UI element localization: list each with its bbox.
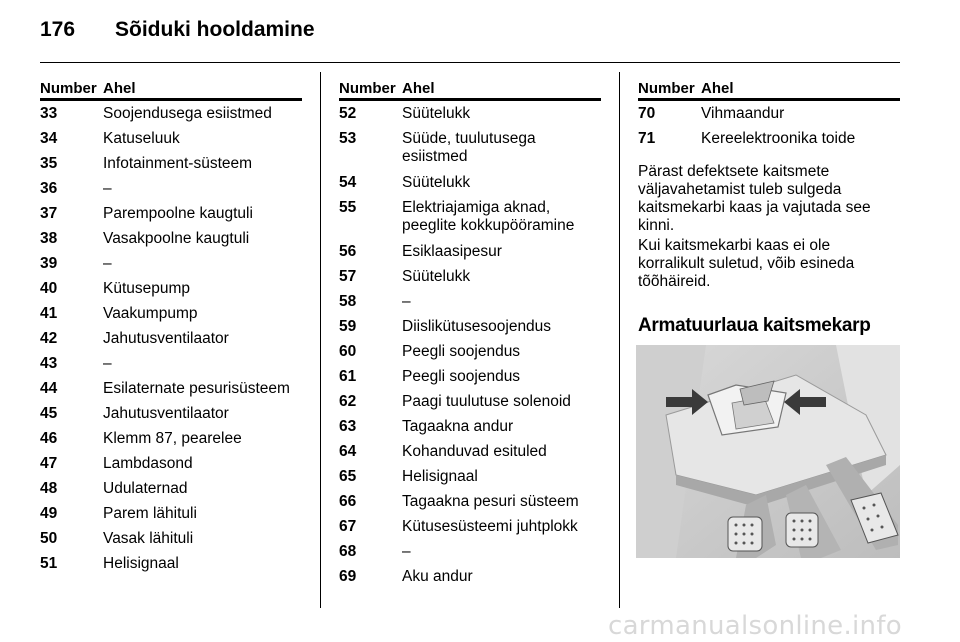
fuse-circuit: Peegli soojendus xyxy=(402,367,521,385)
fuse-circuit: Kohanduvad esituled xyxy=(402,442,547,460)
fuse-circuit: Esiklaasipesur xyxy=(402,242,502,260)
fuse-circuit: – xyxy=(402,542,411,560)
fuse-number: 54 xyxy=(339,173,357,191)
table-row xyxy=(40,151,302,176)
table-row xyxy=(40,276,302,301)
fuse-number: 45 xyxy=(40,404,58,422)
fuse-number: 59 xyxy=(339,317,357,335)
table-row xyxy=(40,351,302,376)
fuse-circuit: Vasak lähituli xyxy=(103,529,194,547)
table-row xyxy=(40,201,302,226)
fuse-box-illustration xyxy=(636,345,900,558)
table-row xyxy=(40,451,302,476)
fuse-circuit: Tagaakna pesuri süsteem xyxy=(402,492,579,510)
fuse-number: 66 xyxy=(339,492,357,510)
header-circuit: Ahel xyxy=(103,80,136,97)
fuse-number: 47 xyxy=(40,454,58,472)
page-title: Sõiduki hooldamine xyxy=(115,18,315,41)
fuse-number: 56 xyxy=(339,242,357,260)
table-row xyxy=(339,364,601,389)
fuse-number: 34 xyxy=(40,129,58,147)
fuse-table-column-1 xyxy=(40,81,302,576)
table-row xyxy=(40,326,302,351)
table-header xyxy=(40,81,302,101)
fuse-number: 57 xyxy=(339,267,357,285)
table-row xyxy=(40,226,302,251)
header-number: Number xyxy=(339,80,396,97)
table-row xyxy=(339,539,601,564)
fuse-number: 64 xyxy=(339,442,357,460)
fuse-number: 69 xyxy=(339,567,357,585)
column-divider xyxy=(619,72,620,608)
table-row xyxy=(339,101,601,126)
fuse-number: 61 xyxy=(339,367,357,385)
table-row xyxy=(40,376,302,401)
table-row xyxy=(40,426,302,451)
fuse-number: 37 xyxy=(40,204,58,222)
fuse-circuit: Süütelukk xyxy=(402,267,471,285)
fuse-circuit: Tagaakna andur xyxy=(402,417,514,435)
table-row xyxy=(40,126,302,151)
fuse-circuit: Parem lähituli xyxy=(103,504,197,522)
fuse-circuit: Kütusepump xyxy=(103,279,191,297)
fuse-number: 55 xyxy=(339,199,357,216)
table-row xyxy=(339,339,601,364)
fuse-number: 51 xyxy=(40,554,58,572)
fuse-number: 46 xyxy=(40,429,58,447)
table-row xyxy=(40,501,302,526)
fuse-number: 33 xyxy=(40,104,58,122)
table-row xyxy=(638,126,900,151)
table-row xyxy=(339,289,601,314)
fuse-number: 63 xyxy=(339,417,357,435)
fuse-number: 62 xyxy=(339,392,357,410)
fuse-circuit: Soojendusega esiistmed xyxy=(103,104,272,122)
header-circuit: Ahel xyxy=(701,80,734,97)
fuse-circuit: Süütelukk xyxy=(402,104,471,122)
fuse-circuit: Helisignaal xyxy=(103,554,179,572)
fuse-number: 41 xyxy=(40,304,58,322)
fuse-circuit: Infotainment-süsteem xyxy=(103,154,253,172)
fuse-circuit: – xyxy=(402,292,411,310)
fuse-number: 71 xyxy=(638,129,656,147)
fuse-circuit: Süütelukk xyxy=(402,173,471,191)
fuse-number: 49 xyxy=(40,504,58,522)
table-row xyxy=(40,251,302,276)
table-row xyxy=(339,314,601,339)
table-row xyxy=(40,526,302,551)
fuse-circuit: Süüde, tuulutusega esiistmed xyxy=(402,130,536,165)
fuse-number: 60 xyxy=(339,342,357,360)
page-number: 176 xyxy=(40,18,76,41)
table-row xyxy=(339,414,601,439)
table-row xyxy=(40,101,302,126)
table-row xyxy=(40,551,302,576)
fuse-circuit: – xyxy=(103,254,112,272)
table-row xyxy=(339,239,601,264)
fuse-number: 42 xyxy=(40,329,58,347)
fuse-circuit: Kütusesüsteemi juhtplokk xyxy=(402,517,578,535)
paragraph-cover-warning: Kui kaitsmekarbi kaas ei ole korralikult suletud, võib esineda tõõhäireid. xyxy=(638,237,855,290)
fuse-table-column-3 xyxy=(638,81,900,151)
fuse-circuit: Diislikütusesoojendus xyxy=(402,317,552,335)
fuse-circuit: – xyxy=(103,179,112,197)
fuse-number: 50 xyxy=(40,529,58,547)
fuse-number: 48 xyxy=(40,479,58,497)
fuse-number: 65 xyxy=(339,467,357,485)
fuse-circuit: Katuseluuk xyxy=(103,129,180,147)
section-heading: Armatuurlaua kaitsmekarp xyxy=(638,315,871,336)
table-row xyxy=(638,101,900,126)
fuse-circuit: Peegli soojendus xyxy=(402,342,521,360)
fuse-circuit: Vaakumpump xyxy=(103,304,198,322)
fuse-number: 53 xyxy=(339,130,357,147)
fuse-circuit: Udulaternad xyxy=(103,479,188,497)
fuse-circuit: Klemm 87, pearelee xyxy=(103,429,242,447)
table-header xyxy=(638,81,900,101)
header-rule xyxy=(40,62,900,63)
fuse-number: 68 xyxy=(339,542,357,560)
fuse-circuit: Jahutusventilaator xyxy=(103,329,229,347)
table-row xyxy=(339,489,601,514)
fuse-circuit: Lambdasond xyxy=(103,454,193,472)
table-row xyxy=(40,476,302,501)
paragraph-close-cover: Pärast defektsete kaitsmete väljavahetamist tuleb sulgeda kaitsmekarbi kaas ja vajutada see kinni. xyxy=(638,163,871,234)
table-row xyxy=(339,126,601,170)
header-number: Number xyxy=(40,80,97,97)
watermark: carmanualsonline.info xyxy=(607,611,902,641)
fuse-circuit: Vihmaandur xyxy=(701,104,785,122)
table-row xyxy=(339,195,601,239)
fuse-circuit: Vasakpoolne kaugtuli xyxy=(103,229,250,247)
fuse-number: 39 xyxy=(40,254,58,272)
fuse-circuit: – xyxy=(103,354,112,372)
fuse-circuit: Esilaternate pesurisüsteem xyxy=(103,379,290,397)
table-header xyxy=(339,81,601,101)
fuse-circuit: Paagi tuulutuse solenoid xyxy=(402,392,571,410)
header-number: Number xyxy=(638,80,695,97)
table-row xyxy=(339,514,601,539)
fuse-circuit: Jahutusventilaator xyxy=(103,404,229,422)
table-row xyxy=(339,464,601,489)
fuse-number: 44 xyxy=(40,379,58,397)
table-row xyxy=(339,389,601,414)
fuse-number: 38 xyxy=(40,229,58,247)
fuse-circuit: Aku andur xyxy=(402,567,473,585)
fuse-number: 67 xyxy=(339,517,357,535)
fuse-number: 43 xyxy=(40,354,58,372)
fuse-number: 70 xyxy=(638,104,656,122)
fuse-circuit: Elektriajamiga aknad, peeglite kokkupööramine xyxy=(402,199,575,234)
fuse-number: 36 xyxy=(40,179,58,197)
table-row xyxy=(40,301,302,326)
fuse-table-column-2 xyxy=(339,81,601,589)
fuse-circuit: Helisignaal xyxy=(402,467,478,485)
fuse-circuit: Kereelektroonika toide xyxy=(701,129,856,147)
table-row xyxy=(40,401,302,426)
header-circuit: Ahel xyxy=(402,80,435,97)
table-row xyxy=(339,264,601,289)
fuse-number: 58 xyxy=(339,292,357,310)
fuse-circuit: Parempoolne kaugtuli xyxy=(103,204,253,222)
table-row xyxy=(339,439,601,464)
table-row xyxy=(40,176,302,201)
fuse-number: 35 xyxy=(40,154,58,172)
column-divider xyxy=(320,72,321,608)
fuse-number: 40 xyxy=(40,279,58,297)
fuse-number: 52 xyxy=(339,104,357,122)
table-row xyxy=(339,564,601,589)
table-row xyxy=(339,170,601,195)
